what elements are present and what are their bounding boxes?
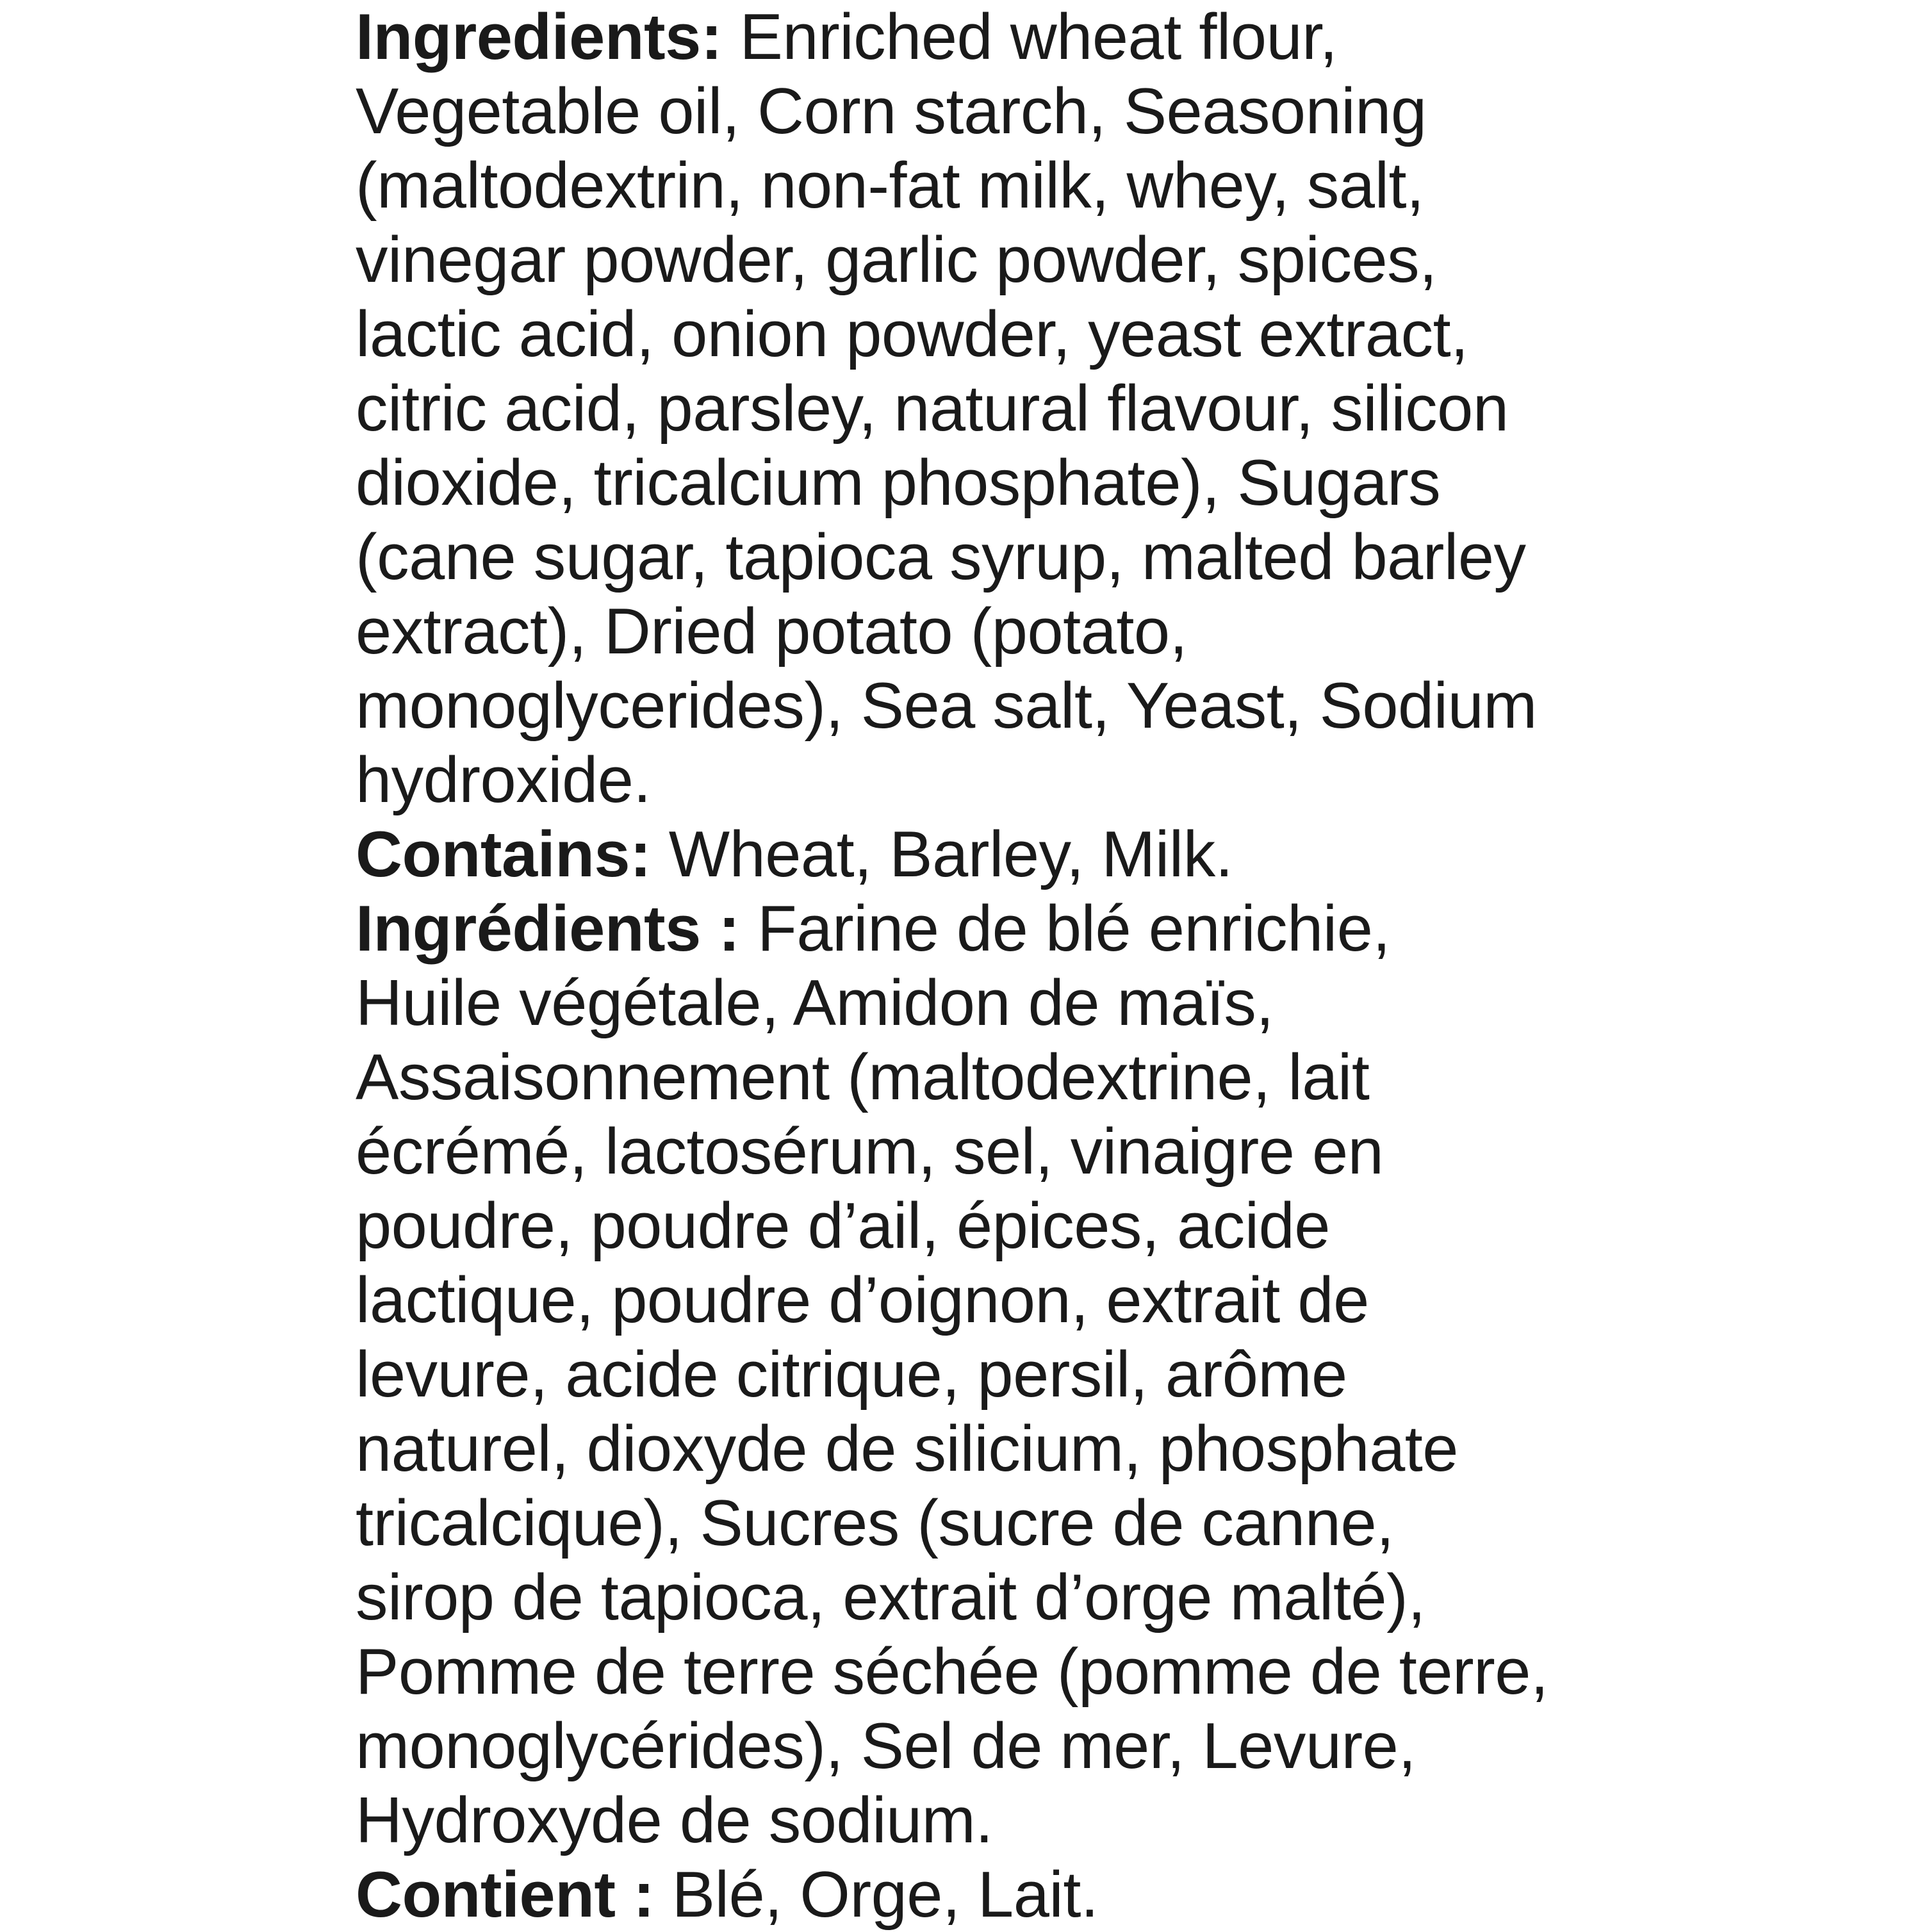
french-ingredients-line-12: monoglycérides), Sel de mer, Levure, bbox=[356, 1710, 1416, 1782]
french-ingredients-line-5: poudre, poudre d’ail, épices, acide bbox=[356, 1190, 1330, 1262]
english-ingredients-line-7: dioxide, tricalcium phosphate), Sugars bbox=[356, 447, 1441, 519]
french-ingredients-line-9: tricalcique), Sucres (sucre de canne, bbox=[356, 1487, 1394, 1559]
english-ingredients-line-6: citric acid, parsley, natural flavour, silicon bbox=[356, 373, 1509, 445]
french-contains-line bbox=[356, 1858, 1637, 1932]
english-ingredients-line-3: (maltodextrin, non-fat milk, whey, salt, bbox=[356, 150, 1424, 222]
french-ingredients-line-7: levure, acide citrique, persil, arôme bbox=[356, 1339, 1347, 1411]
english-contains-text: Wheat, Barley, Milk. bbox=[651, 819, 1233, 890]
english-ingredients-line-8: (cane sugar, tapioca syrup, malted barley bbox=[356, 521, 1526, 593]
french-ingredients-line-3: Assaisonnement (maltodextrine, lait bbox=[356, 1042, 1370, 1113]
english-ingredients-line-5: lactic acid, onion powder, yeast extract, bbox=[356, 299, 1468, 370]
french-contains-heading: Contient : bbox=[356, 1859, 655, 1931]
english-ingredients-line-9: extract), Dried potato (potato, bbox=[356, 596, 1188, 667]
french-ingredients-line-2: Huile végétale, Amidon de maïs, bbox=[356, 967, 1274, 1039]
french-ingredients-line-1 bbox=[356, 892, 1637, 966]
french-ingredients-line-11: Pomme de terre séchée (pomme de terre, bbox=[356, 1636, 1548, 1708]
french-ingredients-heading: Ingrédients : bbox=[356, 893, 740, 965]
english-ingredients-line-2: Vegetable oil, Corn starch, Seasoning bbox=[356, 76, 1427, 147]
french-ingredients-line-8: naturel, dioxyde de silicium, phosphate bbox=[356, 1413, 1458, 1485]
french-ingredients-line-4: écrémé, lactosérum, sel, vinaigre en bbox=[356, 1116, 1384, 1188]
english-ingredients-line-11: hydroxide. bbox=[356, 744, 651, 816]
french-ingredients-line-13: Hydroxyde de sodium. bbox=[356, 1785, 993, 1856]
french-ingredients-line-6: lactique, poudre d’oignon, extrait de bbox=[356, 1265, 1369, 1336]
english-ingredients-text: Enriched wheat flour, bbox=[722, 1, 1338, 73]
english-ingredients-line-4: vinegar powder, garlic powder, spices, bbox=[356, 224, 1437, 296]
english-ingredients-line-1 bbox=[356, 0, 1637, 74]
english-ingredients-heading: Ingredients: bbox=[356, 1, 722, 73]
french-ingredients-text: Farine de blé enrichie, bbox=[739, 893, 1390, 965]
ingredient-label bbox=[356, 0, 1637, 1932]
english-contains-line bbox=[356, 817, 1637, 892]
english-ingredients-line-10: monoglycerides), Sea salt, Yeast, Sodium bbox=[356, 670, 1537, 742]
french-contains-text: Blé, Orge, Lait. bbox=[654, 1859, 1099, 1931]
english-contains-heading: Contains: bbox=[356, 819, 652, 890]
french-ingredients-line-10: sirop de tapioca, extrait d’orge malté), bbox=[356, 1562, 1425, 1633]
